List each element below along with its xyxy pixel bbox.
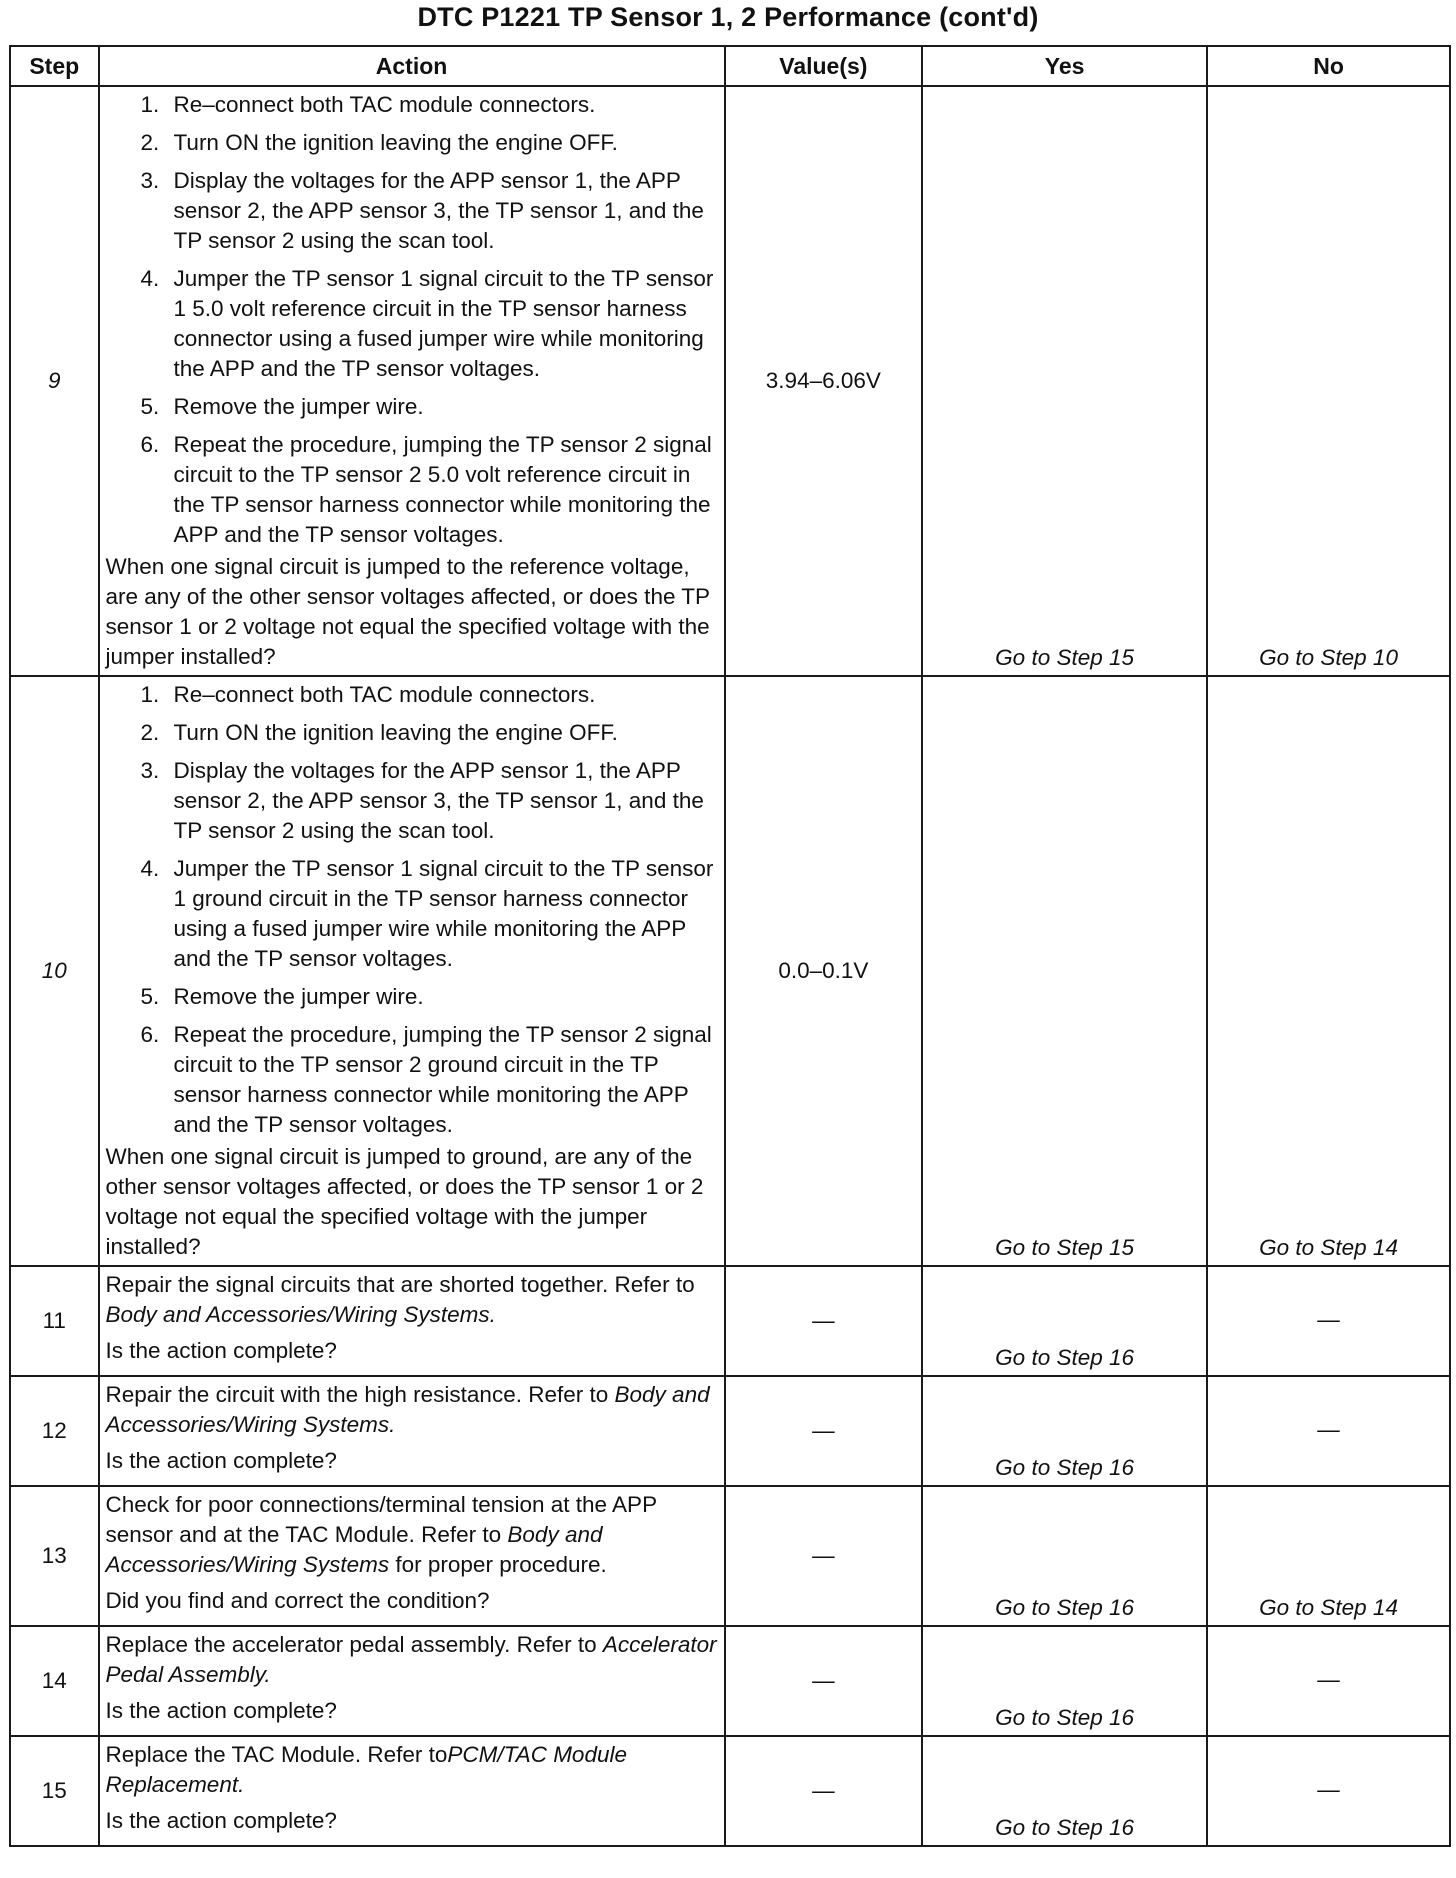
step-number: 9 <box>10 86 99 676</box>
action-cell <box>99 676 725 1266</box>
table-row <box>10 86 1450 676</box>
value-cell: — <box>725 1736 923 1846</box>
header-values: Value(s) <box>725 46 923 86</box>
value-cell: — <box>725 1486 923 1626</box>
table-row <box>10 1486 1450 1626</box>
list-item: 4. Jumper the TP sensor 1 signal circuit to the TP sensor 1 ground circuit in the TP sensor harness connector using a fused jumper wire while monitoring the APP and the TP sensor voltages. <box>166 854 718 974</box>
manual-reference: Body and Accessories/Wiring Systems <box>105 1522 603 1577</box>
step-number: 12 <box>10 1376 99 1486</box>
no-cell: Go to Step 14 <box>1207 676 1450 1266</box>
step-instruction: Repair the signal circuits that are shorted together. Refer to Body and Accessories/Wiring Systems. <box>105 1272 695 1327</box>
step-question: Is the action complete? <box>105 1698 337 1723</box>
list-item: 3. Display the voltages for the APP sensor 1, the APP sensor 2, the APP sensor 3, the TP sensor 1, and the TP sensor 2 using the scan tool. <box>166 756 718 846</box>
header-action: Action <box>99 46 725 86</box>
action-cell <box>99 1266 725 1376</box>
list-item: 3. Display the voltages for the APP sensor 1, the APP sensor 2, the APP sensor 3, the TP sensor 1, and the TP sensor 2 using the scan tool. <box>166 166 718 256</box>
yes-cell: Go to Step 16 <box>922 1376 1207 1486</box>
step-number: 13 <box>10 1486 99 1626</box>
table-row <box>10 1736 1450 1846</box>
value-cell: 3.94–6.06V <box>725 86 923 676</box>
yes-cell: Go to Step 15 <box>922 86 1207 676</box>
value-cell: 0.0–0.1V <box>725 676 923 1266</box>
yes-cell: Go to Step 15 <box>922 676 1207 1266</box>
substep-list <box>106 680 718 1140</box>
step-number: 15 <box>10 1736 99 1846</box>
no-cell: Go to Step 10 <box>1207 86 1450 676</box>
header-yes: Yes <box>922 46 1207 86</box>
step-instruction: Replace the accelerator pedal assembly. Refer to Accelerator Pedal Assembly. <box>105 1632 717 1687</box>
manual-reference: Body and Accessories/Wiring Systems. <box>105 1382 710 1437</box>
yes-cell: Go to Step 16 <box>922 1626 1207 1736</box>
table-row <box>10 1376 1450 1486</box>
step-instruction: Replace the TAC Module. Refer toPCM/TAC Module Replacement. <box>105 1742 627 1797</box>
step-number: 14 <box>10 1626 99 1736</box>
list-item: 6. Repeat the procedure, jumping the TP sensor 2 signal circuit to the TP sensor 2 ground circuit in the TP sensor harness connector while monitoring the APP and the TP sensor voltages. <box>166 1020 718 1140</box>
list-item: 2. Turn ON the ignition leaving the engine OFF. <box>166 128 718 158</box>
action-cell <box>99 1376 725 1486</box>
action-cell <box>99 1626 725 1736</box>
step-question: When one signal circuit is jumped to ground, are any of the other sensor voltages affected, or does the TP sensor 1 or 2 voltage not equal the specified voltage with the jumper installed? <box>105 1144 704 1259</box>
header-no: No <box>1207 46 1450 86</box>
value-cell: — <box>725 1626 923 1736</box>
step-instruction: Check for poor connections/terminal tension at the APP sensor and at the TAC Module. Refer to Body and Accessories/Wiring Systems for proper procedure. <box>105 1492 657 1577</box>
yes-cell: Go to Step 16 <box>922 1486 1207 1626</box>
list-item: 6. Repeat the procedure, jumping the TP sensor 2 signal circuit to the TP sensor 2 5.0 volt reference circuit in the TP sensor harness connector while monitoring the APP and the TP sensor voltages. <box>166 430 718 550</box>
page-title: DTC P1221 TP Sensor 1, 2 Performance (cont'd) <box>417 2 1039 32</box>
step-question: Is the action complete? <box>105 1338 337 1363</box>
no-cell: — <box>1207 1736 1450 1846</box>
value-cell: — <box>725 1376 923 1486</box>
substep-list <box>106 90 718 550</box>
yes-cell: Go to Step 16 <box>922 1266 1207 1376</box>
list-item: 1. Re–connect both TAC module connectors. <box>166 680 718 710</box>
list-item: 1. Re–connect both TAC module connectors. <box>166 90 718 120</box>
step-question: Is the action complete? <box>105 1808 337 1833</box>
no-cell: — <box>1207 1376 1450 1486</box>
step-instruction: Repair the circuit with the high resistance. Refer to Body and Accessories/Wiring Systems. <box>105 1382 710 1437</box>
diagnostic-table <box>9 45 1451 1847</box>
step-question: Is the action complete? <box>105 1448 337 1473</box>
list-item: 5. Remove the jumper wire. <box>166 392 718 422</box>
table-row <box>10 1266 1450 1376</box>
no-cell: — <box>1207 1266 1450 1376</box>
table-row <box>10 676 1450 1266</box>
manual-reference: PCM/TAC Module Replacement. <box>105 1742 627 1797</box>
list-item: 2. Turn ON the ignition leaving the engine OFF. <box>166 718 718 748</box>
yes-cell: Go to Step 16 <box>922 1736 1207 1846</box>
step-question: When one signal circuit is jumped to the reference voltage, are any of the other sensor voltages affected, or does the TP sensor 1 or 2 voltage not equal the specified voltage with the jumper installed? <box>105 554 710 669</box>
step-number: 11 <box>10 1266 99 1376</box>
action-cell <box>99 1736 725 1846</box>
manual-reference: Accelerator Pedal Assembly. <box>105 1632 717 1687</box>
action-cell <box>99 86 725 676</box>
step-number: 10 <box>10 676 99 1266</box>
value-cell: — <box>725 1266 923 1376</box>
no-cell: Go to Step 14 <box>1207 1486 1450 1626</box>
manual-reference: Body and Accessories/Wiring Systems. <box>105 1302 496 1327</box>
header-step: Step <box>10 46 99 86</box>
table-row <box>10 1626 1450 1736</box>
no-cell: — <box>1207 1626 1450 1736</box>
action-cell <box>99 1486 725 1626</box>
list-item: 4. Jumper the TP sensor 1 signal circuit to the TP sensor 1 5.0 volt reference circuit in the TP sensor harness connector using a fused jumper wire while monitoring the APP and the TP sensor voltages. <box>166 264 718 384</box>
list-item: 5. Remove the jumper wire. <box>166 982 718 1012</box>
header-row <box>10 46 1450 86</box>
step-question: Did you find and correct the condition? <box>105 1588 490 1613</box>
